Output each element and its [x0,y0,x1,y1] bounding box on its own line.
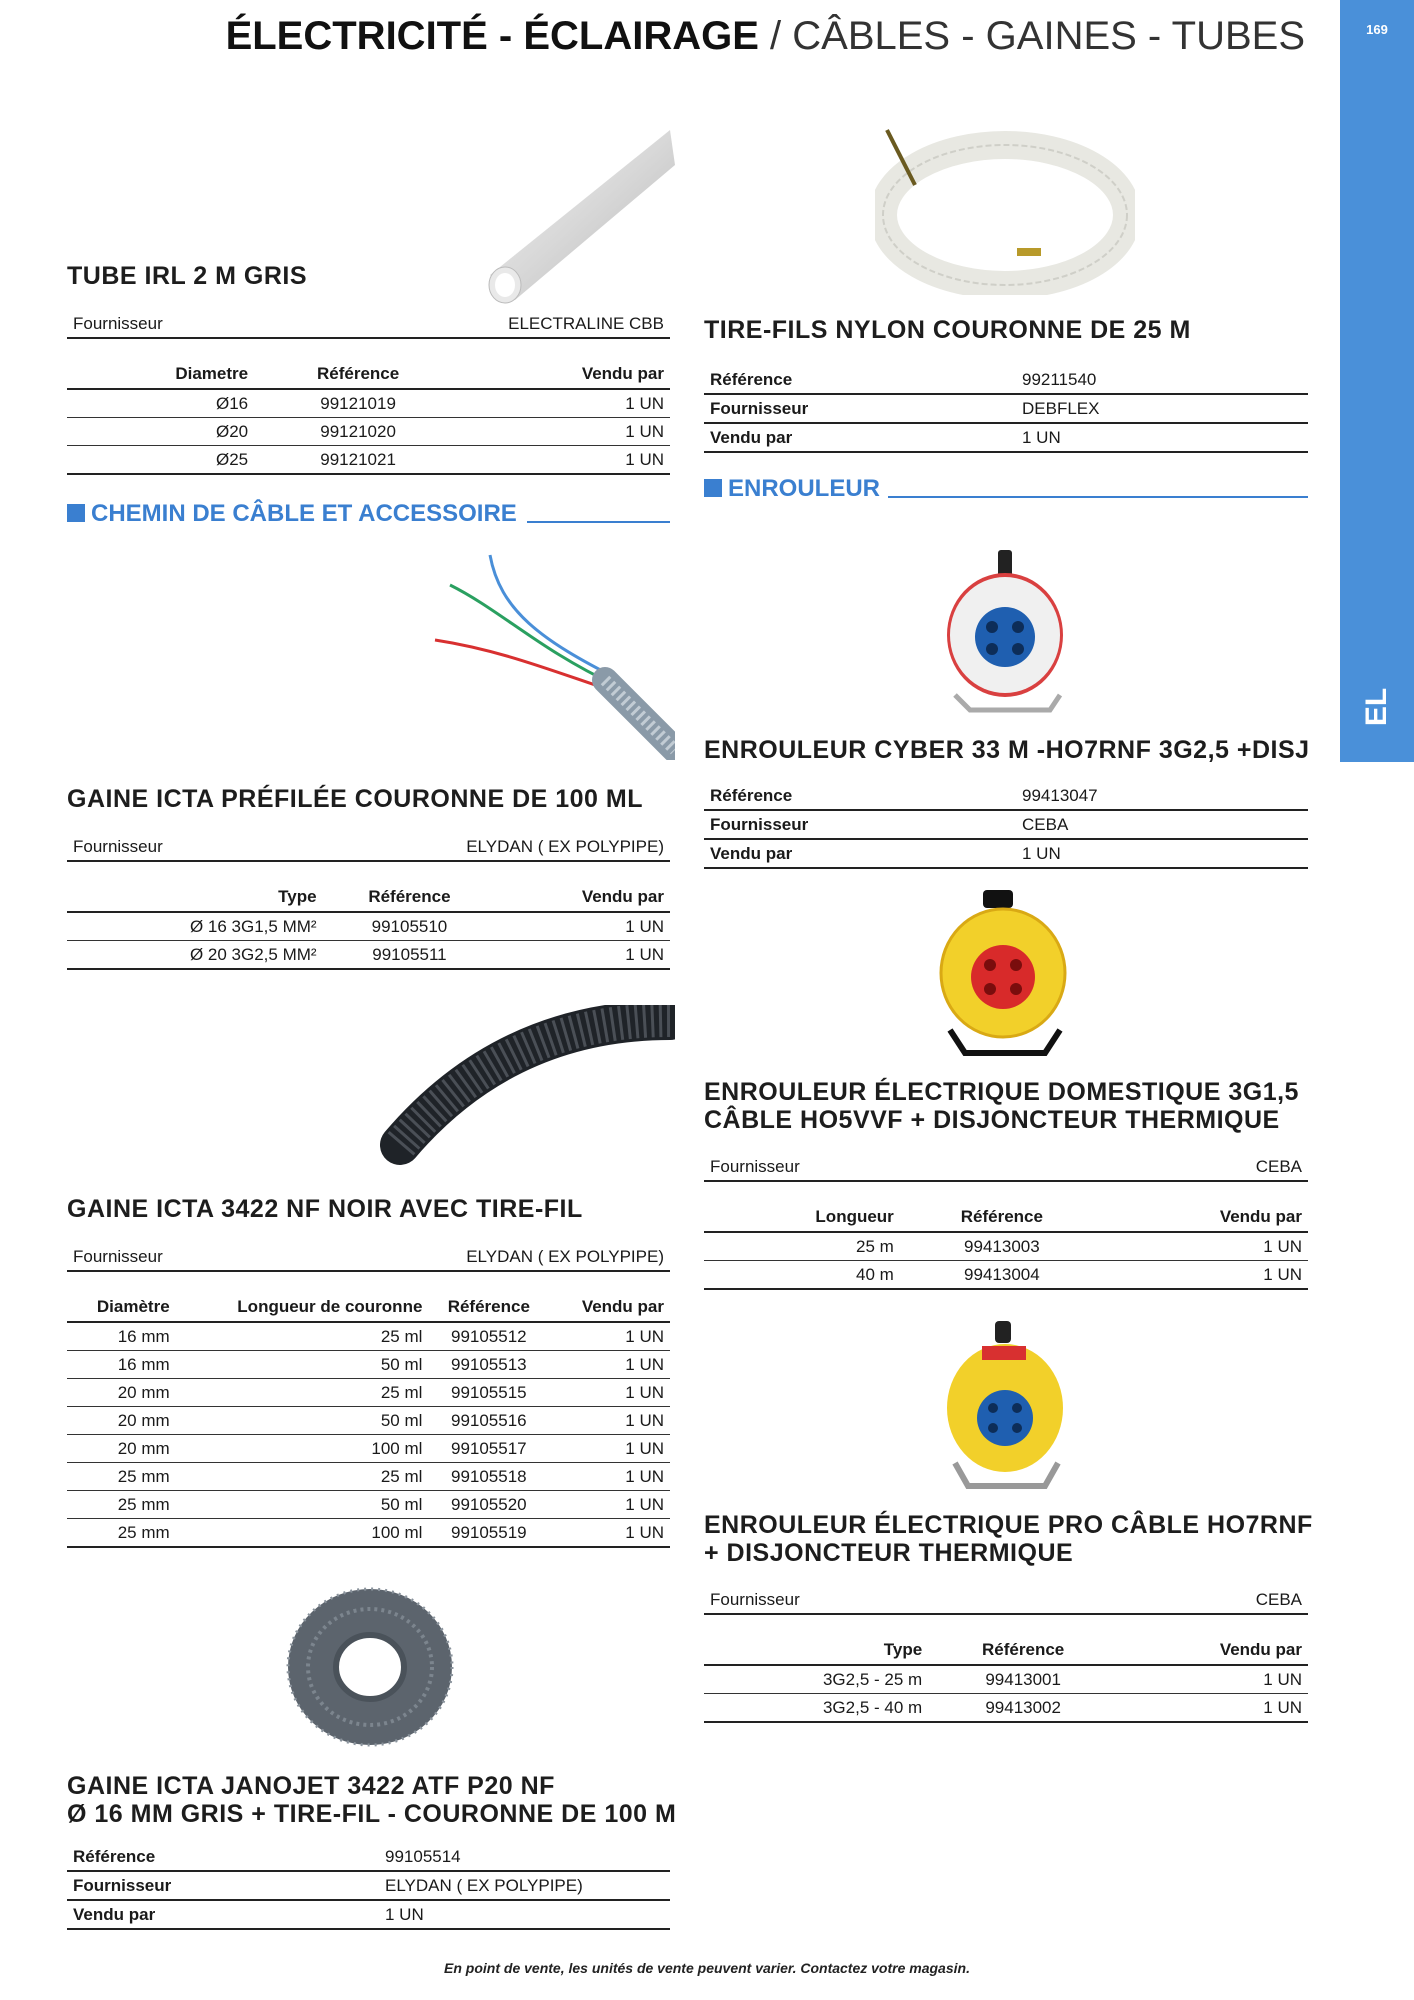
field-value: 1 UN [1016,839,1308,868]
table-cell: 99413003 [900,1232,1104,1261]
supplier-label: Fournisseur [67,833,264,861]
table-cell: 25 m [704,1232,900,1261]
enrouleur-pro-supplier [704,1586,1308,1615]
table-row [67,418,670,446]
table-cell: 1 UN [496,912,670,941]
page-number: 169 [1366,22,1388,37]
table-cell: 25 mm [67,1491,176,1519]
table-header-row [704,1636,1308,1665]
table-cell: 99105512 [428,1322,549,1351]
field-value: CEBA [1016,810,1308,839]
supplier-value: ELYDAN ( EX POLYPIPE) [264,1243,670,1271]
table-row [67,1843,670,1871]
table-cell: 1 UN [549,1519,670,1548]
table-row [704,1694,1308,1723]
tire-fils-title: TIRE-FILS NYLON COURONNE DE 25 M [704,316,1191,344]
section-code: EL [1360,687,1393,727]
table-cell: 1 UN [462,446,670,475]
field-value: ELYDAN ( EX POLYPIPE) [379,1871,670,1900]
column-header: Type [67,883,323,912]
table-cell: 99105515 [428,1379,549,1407]
field-label: Référence [67,1843,379,1871]
table-row [704,394,1308,423]
enrouleur-pro-table [704,1636,1308,1723]
table-cell: 99413004 [900,1261,1104,1290]
column-header: Vendu par [1104,1203,1308,1232]
header-category: ÉLECTRICITÉ - ÉCLAIRAGE [225,14,759,58]
table-row [67,1435,670,1463]
table-row [67,389,670,418]
table-row [67,1463,670,1491]
column-header: Type [704,1636,928,1665]
page-header [0,14,1305,59]
table-cell: 50 ml [176,1351,429,1379]
table-cell: 99413002 [928,1694,1118,1723]
footer-note: En point de vente, les unités de vente peuvent varier. Contactez votre magasin. [444,1960,970,1976]
column-header: Vendu par [549,1293,670,1322]
table-row [67,1379,670,1407]
section-rule [888,496,1308,498]
field-label: Fournisseur [67,1871,379,1900]
table-cell: 50 ml [176,1491,429,1519]
table-row [67,1519,670,1548]
title-line-1: GAINE ICTA JANOJET 3422 ATF P20 NF [67,1772,555,1800]
table-cell: 99121021 [254,446,462,475]
column-header: Vendu par [462,360,670,389]
table-row [67,1491,670,1519]
tube-irl-title: TUBE IRL 2 M GRIS [67,262,308,290]
table-row [67,1351,670,1379]
field-label: Vendu par [704,423,1016,452]
table-row [67,1900,670,1929]
gaine-3422-supplier [67,1243,670,1272]
column-header: Diamètre [67,1293,176,1322]
gaine-prefilee-title: GAINE ICTA PRÉFILÉE COURONNE DE 100 ML [67,785,644,813]
table-cell: 1 UN [549,1351,670,1379]
table-cell: Ø20 [67,418,254,446]
table-row [704,810,1308,839]
table-row [67,1871,670,1900]
gaine-prefilee-supplier [67,833,670,862]
field-value: DEBFLEX [1016,394,1308,423]
supplier-value: CEBA [1088,1153,1308,1181]
table-header-row [67,883,670,912]
field-label: Fournisseur [704,394,1016,423]
table-cell: 99105517 [428,1435,549,1463]
enrouleur-domestique-image [935,885,1075,1060]
table-cell: 25 mm [67,1463,176,1491]
table-cell: Ø 16 3G1,5 MM² [67,912,323,941]
table-cell: 1 UN [549,1379,670,1407]
table-cell: 1 UN [1104,1232,1308,1261]
table-cell: Ø 20 3G2,5 MM² [67,941,323,970]
table-cell: 99105520 [428,1491,549,1519]
column-header: Longueur de couronne [176,1293,429,1322]
column-header: Vendu par [1118,1636,1308,1665]
table-cell: Ø16 [67,389,254,418]
column-header: Référence [323,883,497,912]
enrouleur-domestique-table [704,1203,1308,1290]
table-cell: 25 mm [67,1519,176,1548]
field-value: 99105514 [379,1843,670,1871]
table-cell: 1 UN [462,418,670,446]
header-subcategory: / CÂBLES - GAINES - TUBES [770,14,1305,58]
tube-irl-table [67,360,670,475]
supplier-label: Fournisseur [67,1243,264,1271]
table-cell: Ø25 [67,446,254,475]
table-row [704,1261,1308,1290]
table-cell: 1 UN [1118,1665,1308,1694]
tire-fils-image [875,120,1135,295]
table-cell: 99121019 [254,389,462,418]
tube-irl-supplier [67,310,670,339]
tube-irl-image [485,125,675,305]
table-header-row [704,1203,1308,1232]
field-value: 99413047 [1016,782,1308,810]
table-cell: 1 UN [549,1463,670,1491]
table-cell: 40 m [704,1261,900,1290]
gaine-prefilee-table [67,883,670,970]
table-row [67,941,670,970]
table-cell: 25 ml [176,1463,429,1491]
table-cell: 99105513 [428,1351,549,1379]
table-cell: 20 mm [67,1435,176,1463]
table-row [704,1232,1308,1261]
gaine-3422-table [67,1293,670,1548]
enrouleur-pro-image [940,1318,1070,1493]
table-cell: 25 ml [176,1322,429,1351]
gaine-janojet-image [283,1585,458,1750]
enrouleur-cyber-table [704,782,1308,869]
column-header: Référence [428,1293,549,1322]
field-value: 1 UN [1016,423,1308,452]
table-cell: 50 ml [176,1407,429,1435]
column-header: Référence [254,360,462,389]
table-row [67,912,670,941]
table-cell: 99105516 [428,1407,549,1435]
field-label: Vendu par [67,1900,379,1929]
title-line-1: ENROULEUR ÉLECTRIQUE DOMESTIQUE 3G1,5 [704,1078,1299,1106]
section-rule [527,521,670,523]
table-cell: 1 UN [549,1407,670,1435]
gaine-3422-image [365,1005,675,1175]
supplier-value: ELECTRALINE CBB [295,310,670,338]
supplier-label: Fournisseur [704,1586,1088,1614]
table-row [67,1322,670,1351]
section-title: CHEMIN DE CÂBLE ET ACCESSOIRE [91,500,517,527]
table-cell: 3G2,5 - 25 m [704,1665,928,1694]
table-header-row [67,1293,670,1322]
field-value: 99211540 [1016,366,1308,394]
table-cell: 20 mm [67,1379,176,1407]
column-header: Diametre [67,360,254,389]
table-cell: 99121020 [254,418,462,446]
table-row [67,446,670,475]
table-row [704,782,1308,810]
supplier-label: Fournisseur [704,1153,1088,1181]
enrouleur-cyber-title: ENROULEUR CYBER 33 M -HO7RNF 3G2,5 +DISJ [704,736,1310,764]
section-chemin-de-cable [67,500,517,528]
table-row [704,366,1308,394]
gaine-janojet-title [67,1772,676,1828]
table-header-row [67,360,670,389]
table-row [704,1665,1308,1694]
table-cell: 99105519 [428,1519,549,1548]
table-cell: 1 UN [496,941,670,970]
enrouleur-domestique-title [704,1078,1299,1134]
gaine-janojet-table [67,1843,670,1930]
table-cell: 1 UN [549,1491,670,1519]
field-label: Référence [704,782,1016,810]
table-row [704,839,1308,868]
supplier-value: CEBA [1088,1586,1308,1614]
table-cell: 3G2,5 - 40 m [704,1694,928,1723]
section-square-icon [704,479,722,497]
gaine-prefilee-image [420,550,675,760]
table-cell: 20 mm [67,1407,176,1435]
table-cell: 16 mm [67,1322,176,1351]
table-row [704,423,1308,452]
title-line-1: ENROULEUR ÉLECTRIQUE PRO CÂBLE HO7RNF [704,1511,1313,1539]
field-label: Référence [704,366,1016,394]
supplier-label: Fournisseur [67,310,295,338]
enrouleur-domestique-supplier [704,1153,1308,1182]
column-header: Référence [900,1203,1104,1232]
table-cell: 1 UN [549,1322,670,1351]
section-title: ENROULEUR [728,475,881,502]
table-cell: 99105518 [428,1463,549,1491]
table-cell: 1 UN [462,389,670,418]
table-cell: 25 ml [176,1379,429,1407]
table-cell: 100 ml [176,1519,429,1548]
table-cell: 1 UN [549,1435,670,1463]
field-label: Vendu par [704,839,1016,868]
supplier-value: ELYDAN ( EX POLYPIPE) [264,833,670,861]
column-header: Longueur [704,1203,900,1232]
side-tab [1340,0,1414,762]
field-value: 1 UN [379,1900,670,1929]
column-header: Référence [928,1636,1118,1665]
table-cell: 99105510 [323,912,497,941]
table-cell: 1 UN [1104,1261,1308,1290]
title-line-2: CÂBLE HO5VVF + DISJONCTEUR THERMIQUE [704,1106,1280,1134]
section-square-icon [67,504,85,522]
table-cell: 1 UN [1118,1694,1308,1723]
enrouleur-pro-title [704,1511,1313,1567]
table-cell: 99413001 [928,1665,1118,1694]
enrouleur-cyber-image [940,545,1070,715]
table-row [67,1407,670,1435]
field-label: Fournisseur [704,810,1016,839]
table-cell: 16 mm [67,1351,176,1379]
section-enrouleur [704,475,880,503]
table-cell: 99105511 [323,941,497,970]
column-header: Vendu par [496,883,670,912]
tire-fils-table [704,366,1308,453]
table-cell: 100 ml [176,1435,429,1463]
gaine-3422-title: GAINE ICTA 3422 NF NOIR AVEC TIRE-FIL [67,1195,583,1223]
title-line-2: + DISJONCTEUR THERMIQUE [704,1539,1074,1567]
title-line-2: Ø 16 MM GRIS + TIRE-FIL - COURONNE DE 100 M [67,1800,677,1828]
